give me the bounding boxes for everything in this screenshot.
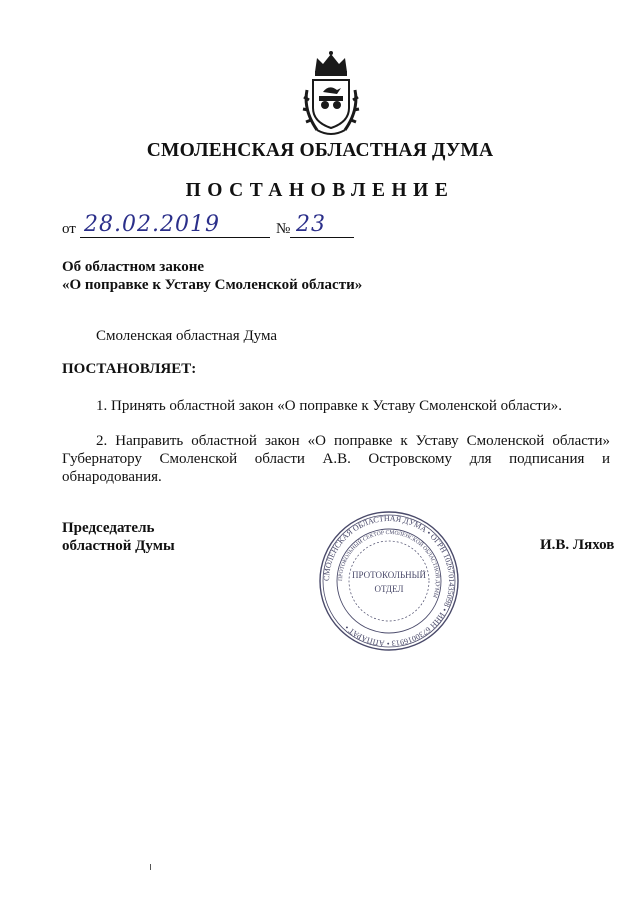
signatory-name: И.В. Ляхов (540, 537, 615, 553)
signatory-position (62, 519, 175, 555)
stamp-inner-ring-text: ПРОТОКОЛЬНЫЙ СЕКТОР СМОЛЕНСКОЙ ОБЛАСТНОЙ ДУМЫ (337, 529, 441, 599)
stamp-center-line-2: ОТДЕЛ (374, 584, 404, 594)
position-line-1: Председатель (62, 520, 155, 536)
official-stamp-icon (318, 510, 460, 652)
document-subject (62, 258, 362, 294)
subject-line-2: «О поправке к Уставу Смоленской области» (62, 277, 363, 293)
stamp-outer-ring-text: СМОЛЕНСКАЯ ОБЛАСТНАЯ ДУМА • ОГРН 1026701435098 • ИНН 6730016913 • АППАРАТ • (321, 513, 457, 649)
scan-mark (150, 864, 151, 870)
resolution-item-1: 1. Принять областной закон «О поправке к Уставу Смоленской области». (96, 398, 562, 414)
coat-of-arms-icon (299, 50, 363, 140)
document-type-title: ПОСТАНОВЛЕНИЕ (185, 180, 455, 201)
handwritten-date: 28.02.2019 (84, 212, 220, 237)
resolution-item-2: 2. Направить областной закон «О поправке к Уставу Смоленской области» Губернатору Смоленской области А.В. Островскому для подписания и обнародования. (62, 433, 610, 485)
date-prefix: от (62, 221, 76, 237)
position-line-2: областной Думы (62, 538, 175, 554)
number-underline (290, 237, 354, 238)
stamp-center-line-1: ПРОТОКОЛЬНЫЙ (352, 570, 426, 580)
intro-paragraph: Смоленская областная Дума (96, 328, 278, 344)
organization-title: СМОЛЕНСКАЯ ОБЛАСТНАЯ ДУМА (146, 140, 494, 161)
resolves-heading: ПОСТАНОВЛЯЕТ: (62, 361, 197, 377)
date-underline (80, 237, 270, 238)
handwritten-number: 23 (296, 212, 326, 237)
number-sign: № (276, 221, 291, 237)
subject-line-1: Об областном законе (62, 259, 205, 275)
date-number-line (62, 212, 326, 242)
